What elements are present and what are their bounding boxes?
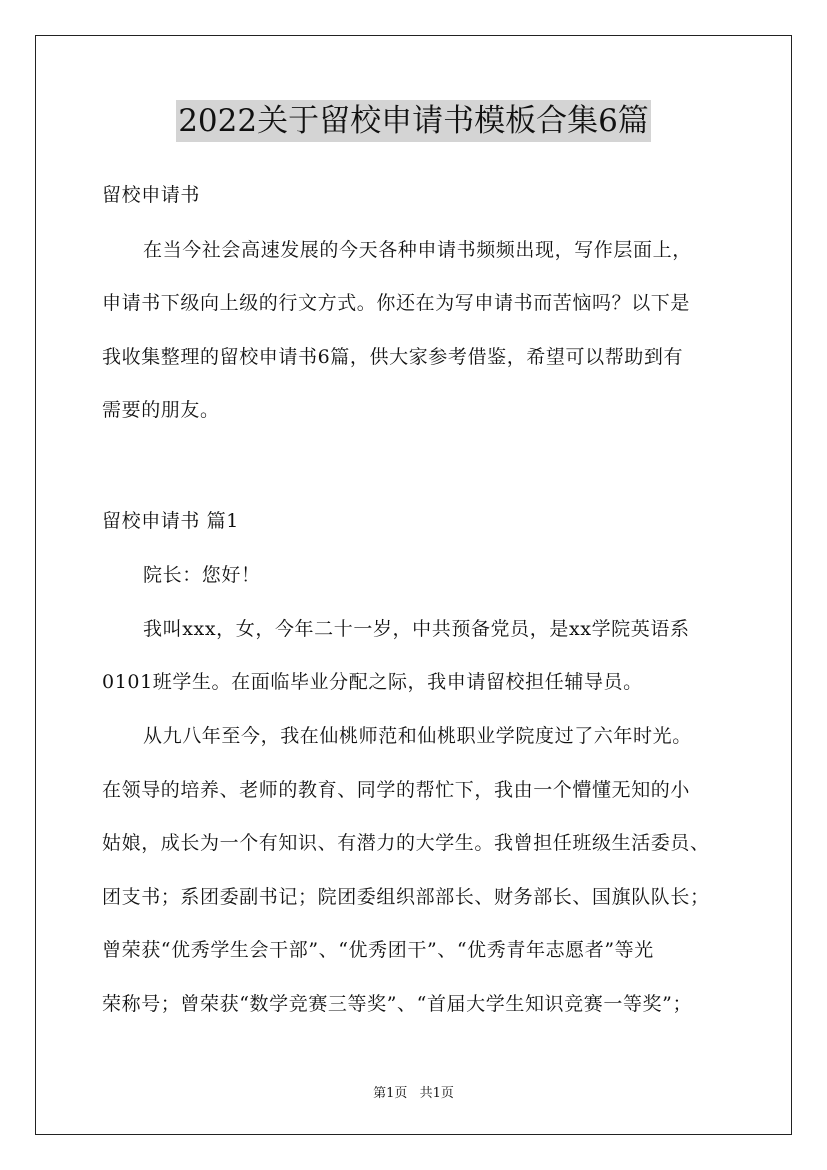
heading: 留校申请书 xyxy=(102,184,201,206)
document-title: 2022关于留校申请书模板合集6篇 xyxy=(176,100,651,142)
intro-line-1: 在当今社会高速发展的今天各种申请书频频出现，写作层面上， xyxy=(143,239,692,261)
section-heading: 留校申请书 篇1 xyxy=(102,510,239,532)
para2-line-2: 在领导的培养、老师的教育、同学的帮忙下，我由一个懵懂无知的小 xyxy=(102,779,691,801)
para1-line-1: 我叫xxx，女，今年二十一岁，中共预备党员，是xx学院英语系 xyxy=(143,618,690,640)
intro-line-4: 需要的朋友。 xyxy=(102,399,220,421)
para2-line-3: 姑娘，成长为一个有知识、有潜力的大学生。我曾担任班级生活委员、 xyxy=(102,832,710,854)
para1-line-2: 0101班学生。在面临毕业分配之际，我申请留校担任辅导员。 xyxy=(102,671,643,693)
para2-line-4: 团支书；系团委副书记；院团委组织部部长、财务部长、国旗队队长； xyxy=(102,886,710,908)
page-footer xyxy=(0,1082,827,1101)
intro-line-3: 我收集整理的留校申请书6篇，供大家参考借鉴，希望可以帮助到有 xyxy=(102,346,684,368)
page-number: 第1页 xyxy=(373,1086,408,1101)
para2-line-6: 荣称号；曾荣获“数学竞赛三等奖”、“首届大学生知识竞赛一等奖”； xyxy=(102,993,693,1015)
page-total: 共1页 xyxy=(419,1086,454,1101)
para2-line-5: 曾荣获“优秀学生会干部”、“优秀团干”、“优秀青年志愿者”等光 xyxy=(102,939,654,961)
para2-line-1: 从九八年至今，我在仙桃师范和仙桃职业学院度过了六年时光。 xyxy=(143,725,692,747)
title-container xyxy=(0,100,827,142)
intro-line-2: 申请书下级向上级的行文方式。你还在为写申请书而苦恼吗？以下是 xyxy=(102,292,691,314)
greeting: 院长：您好！ xyxy=(143,564,261,586)
